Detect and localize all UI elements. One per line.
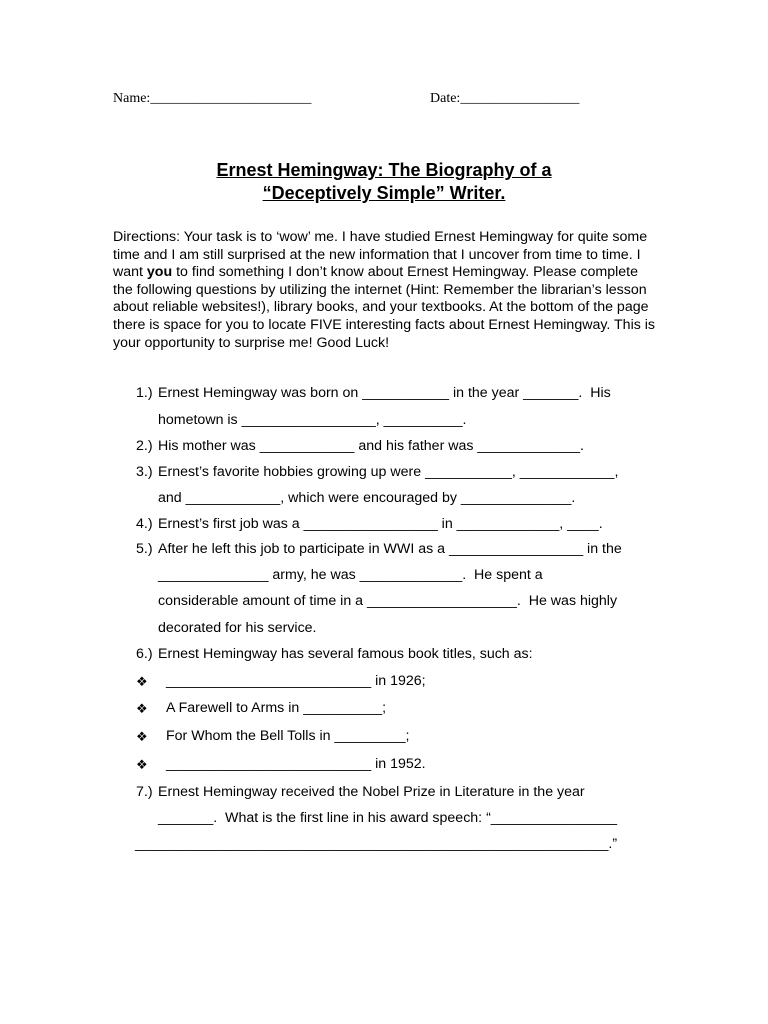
directions-text-1: Directions: Your task is to ‘wow’ me. I have studied Ernest Hemingway for quite some time and I am still surprised at the new information that I uncover from time to time. I want: [113, 229, 648, 281]
directions-paragraph: [113, 229, 658, 352]
question-7-line-1: Ernest Hemingway received the Nobel Prize in Literature in the year: [158, 784, 585, 800]
bullet-2-text: A Farewell to Arms in __________;: [166, 700, 387, 716]
bullet-4-text: __________________________ in 1952.: [166, 756, 426, 772]
page-title-line-1: Ernest Hemingway: The Biography of a: [216, 160, 552, 180]
name-field[interactable]: Name:_______________________: [113, 91, 312, 106]
bullet-1-icon: ❖: [136, 674, 148, 689]
question-4-number: 4.): [136, 516, 153, 532]
question-5-line-4: decorated for his service.: [158, 620, 317, 636]
question-6-line-1: Ernest Hemingway has several famous book titles, such as:: [158, 646, 533, 662]
question-5-number: 5.): [136, 541, 153, 557]
question-6-number: 6.): [136, 646, 153, 662]
question-2-line-1: His mother was ____________ and his father was _____________.: [158, 438, 584, 454]
question-1-line-1: Ernest Hemingway was born on ___________ in the year _______. His: [158, 385, 611, 401]
directions-text-2: to find something I don’t know about Ernest Hemingway. Please complete the following questions by utilizing the internet (Hint: Remember the librarian’s lesson about reliable websites!), library books, and your textbooks. At the bottom of the page there is space for you to locate FIVE interesting facts about Ernest Hemingway. This is your opportunity to surprise me! Good Luck!: [113, 264, 656, 351]
question-5-line-2: ______________ army, he was _____________. He spent a: [158, 567, 543, 583]
question-3-line-2: and ____________, which were encouraged by ______________.: [158, 490, 576, 506]
question-4-line-1: Ernest’s first job was a _________________ in _____________, ____.: [158, 516, 603, 532]
question-3-number: 3.): [136, 464, 153, 480]
question-7-line-3: ____________________________________________________________.”: [135, 836, 618, 852]
question-2-number: 2.): [136, 438, 153, 454]
question-1-number: 1.): [136, 385, 153, 401]
bullet-2-icon: ❖: [136, 701, 148, 716]
directions-emphasis: you: [146, 264, 173, 281]
question-5-line-3: considerable amount of time in a ___________________. He was highly: [158, 593, 618, 609]
question-5-line-1: After he left this job to participate in WWI as a _________________ in the: [158, 541, 622, 557]
question-7-number: 7.): [136, 784, 153, 800]
question-3-line-1: Ernest’s favorite hobbies growing up were ___________, ____________,: [158, 464, 619, 480]
date-field[interactable]: Date:_________________: [430, 91, 580, 106]
question-7-line-2: _______. What is the first line in his award speech: “________________: [158, 810, 618, 826]
question-1-line-2: hometown is _________________, __________.: [158, 412, 467, 428]
page-title-line-2: “Deceptively Simple” Writer.: [262, 183, 506, 203]
bullet-4-icon: ❖: [136, 757, 148, 772]
bullet-3-icon: ❖: [136, 729, 148, 744]
bullet-3-text: For Whom the Bell Tolls in _________;: [166, 728, 410, 744]
bullet-1-text: __________________________ in 1926;: [166, 673, 426, 689]
